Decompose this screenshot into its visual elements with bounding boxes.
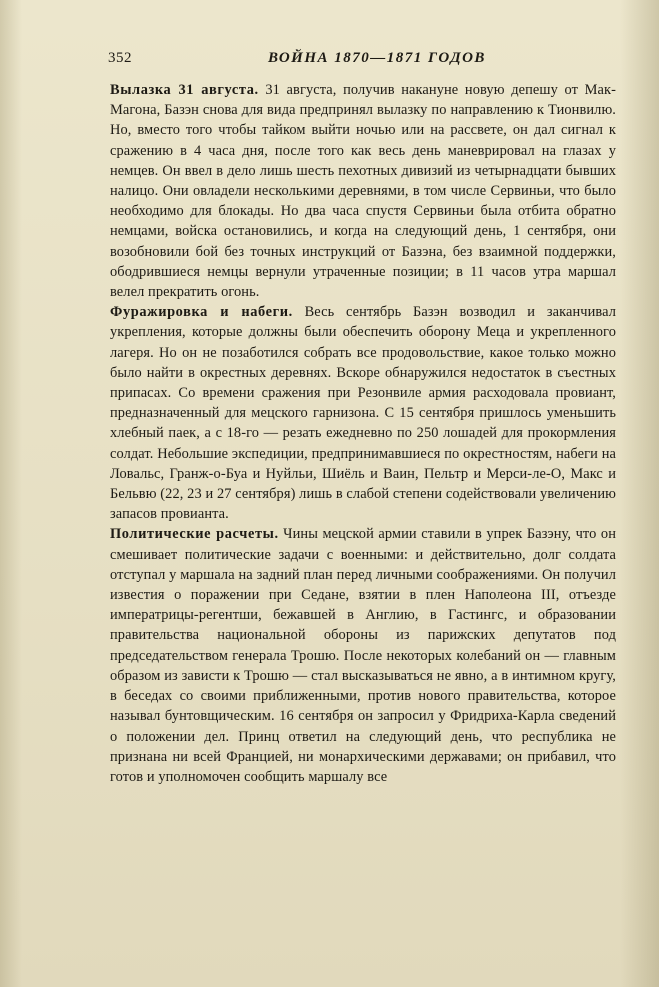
paragraph-sortie (110, 80, 616, 302)
paragraph-heading: Политические расчеты. (110, 526, 279, 543)
paragraph-heading: Вылазка 31 августа. (110, 82, 259, 98)
paragraph-foraging (110, 302, 616, 524)
page-number: 352 (108, 50, 132, 66)
paragraph-politics (110, 524, 616, 787)
running-title: ВОЙНА 1870—1871 ГОДОВ (268, 50, 486, 66)
paragraph-heading: Фуражировка и набеги. (110, 304, 293, 321)
paragraph-text: Чины мецской армии ставили в упрек Базэну, что он смешивает политические задачи с военными: и действительно, долг солдата отступал у маршала на задний план перед личными соображениями. Он получил известия о поражении при Седане, взятии в плен Наполеона III, отъезде императрицы-регентши, бежавшей в Англию, в Гастингс, и образовании правительства национальной обороны из парижских депутатов под председательством генерала Трошю. После некоторых колебаний он — главным образом из зависти к Трошю — стал высказываться не явно, а в интимном кругу, в беседах со своими приближенными, против нового правительства, которое называл бунтовщическим. 16 сентября он запросил у Фридриха-Карла сведений о положении дел. Принц ответил на следующий день, что республика не признана ни всей Францией, ни монархическими державами; он прибавил, что готов и уполномочен сообщить маршалу все (110, 526, 616, 785)
page-header (108, 50, 616, 74)
paragraph-text: 31 августа, получив накануне новую депешу от Мак-Магона, Базэн снова для вида предпринял вылазку по направлению к Тионвилю. Но, вместо того чтобы тайком выйти ночью или на рассвете, он дал сигнал к сражению в 4 часа дня, после того как весь день маневрировал на глазах у немцев. Он ввел в дело лишь шесть пехотных дивизий из четырнадцати бывших налицо. Они овладели несколькими деревнями, в том числе Сервиньи, что было необходимо для блокады. Но два часа спустя Сервиньи была отбита обратно немцами, войска остановились, и когда на следующий день, 1 сентября, они возобновили бой без точных инструкций от Базэна, без взаимной поддержки, ободрившиеся немцы вернули утраченные позиции; в 11 часов утра маршал велел прекратить огонь. (110, 82, 616, 301)
body-text (110, 80, 616, 787)
paragraph-text: Весь сентябрь Базэн возводил и заканчивал укрепления, которые должны были обеспечить оборону Меца и укрепленного лагеря. Но он не позаботился собрать все продовольствие, какое только можно было найти в окрестных деревнях. Вскоре обнаружился недостаток в съестных припасах. Со времени сражения при Резонвиле армия расходовала провиант, предназначенный для мецского гарнизона. С 15 сентября пришлось уменьшить хлебный паек, а с 18-го — резать ежедневно по 250 лошадей для прокормления солдат. Небольшие экспедиции, предпринимавшиеся по окрестностям, набеги на Ловальс, Гранж-о-Буа и Нуйльи, Шиёль и Ваин, Пельтр и Мерси-ле-О, Макс и Бельвю (22, 23 и 27 сентября) лишь в слабой степени содействовали увеличению запасов провианта. (110, 304, 616, 523)
